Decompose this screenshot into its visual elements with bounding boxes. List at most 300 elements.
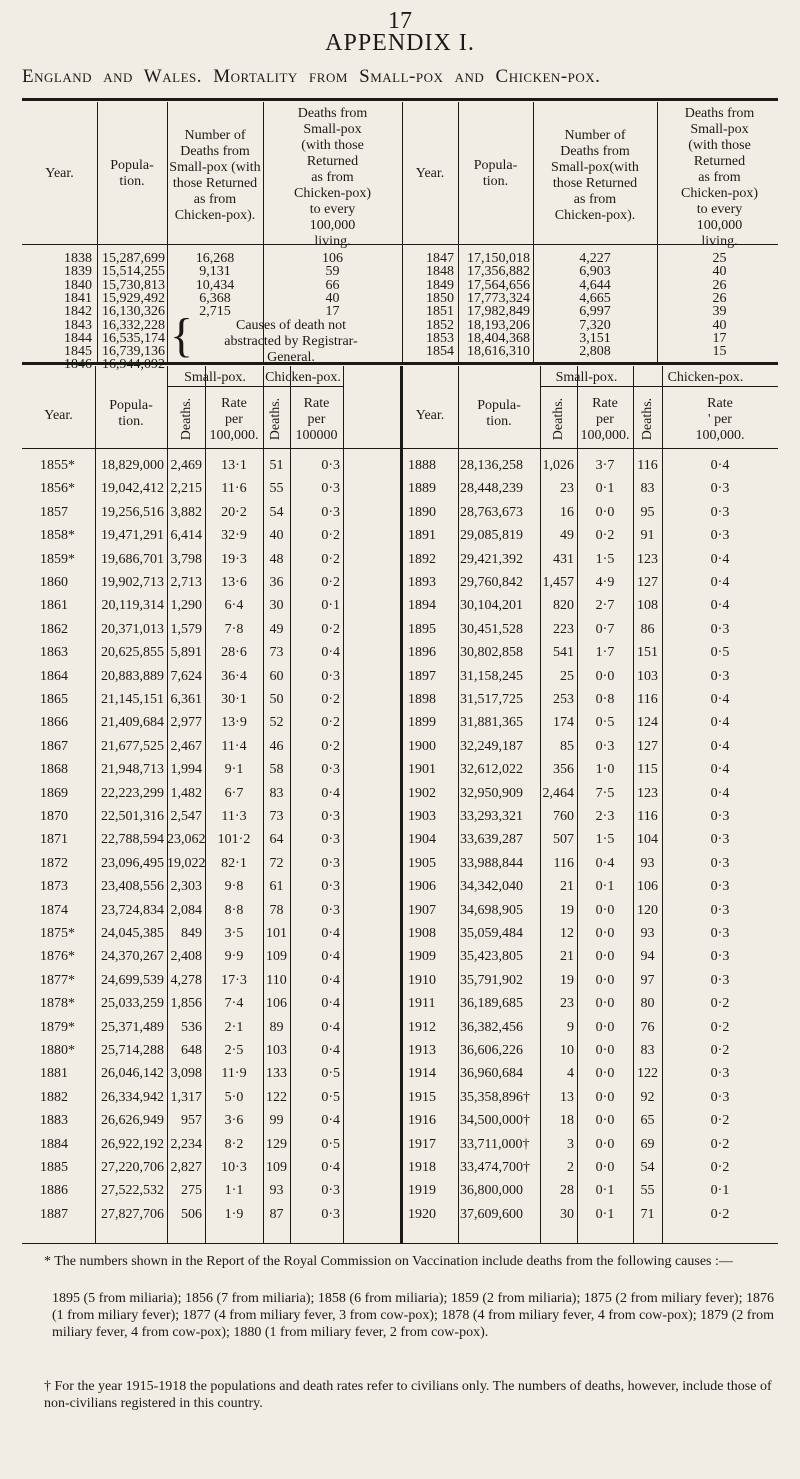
table2-row-year-right: 1891: [408, 528, 436, 544]
table1-row-population: 16,944,092: [102, 357, 165, 373]
table2-row-year: 1855*: [40, 458, 75, 473]
table2-row-chickenpox-rate-right: 0·3: [710, 528, 730, 544]
table1-row-year: 1846: [64, 357, 92, 373]
table2-row-smallpox-deaths: 6,414: [170, 528, 202, 544]
table2-row-chickenpox-rate: 0·2: [321, 692, 340, 707]
table2-row-year: 1881: [40, 1066, 68, 1082]
table2-row-chickenpox-deaths: 50: [269, 692, 284, 707]
table2-row-smallpox-deaths: 2,713: [170, 575, 202, 590]
table2-row-smallpox-rate: 11·6: [221, 481, 247, 497]
table2-row-chickenpox-deaths-right: 55: [640, 1183, 655, 1199]
table2-row-population: 26,334,942: [101, 1089, 164, 1105]
table2-header-rate-chicken-right: ' per: [708, 412, 732, 427]
table2-row-smallpox-rate-right: 3·7: [595, 458, 615, 473]
table2-row-smallpox-rate-right: 0·0: [595, 972, 615, 988]
table1-header-rate: 100,000: [309, 218, 356, 233]
table2-row-smallpox-rate-right: 4·9: [595, 575, 615, 590]
table2-header-deaths: Deaths.: [179, 397, 194, 441]
table2-header-rate: 100,000.: [209, 428, 259, 443]
table2-row-population-right: 32,249,187: [460, 738, 523, 754]
table1-header-rate: Returned: [306, 154, 359, 169]
table1-row-population-right: 18,193,206: [467, 317, 530, 333]
table2-row-chickenpox-deaths-right: 86: [640, 621, 655, 637]
table2-row-population: 27,827,706: [101, 1206, 164, 1222]
table2-row-year: 1886: [40, 1183, 68, 1199]
table2-row-smallpox-deaths: 7,624: [170, 668, 202, 684]
table2-column-divider: [343, 366, 344, 1243]
table2-row-smallpox-rate-right: 1·7: [595, 645, 615, 661]
table2-row-population-right: 30,104,201: [460, 598, 523, 614]
table2-row-smallpox-rate-right: 0·0: [595, 926, 615, 941]
table2-row-year-right: 1897: [408, 668, 436, 684]
table2-header-chickenpox-right: Chicken-pox.: [667, 370, 744, 385]
table2-row-chickenpox-deaths-right: 151: [637, 645, 658, 661]
table2-row-chickenpox-rate: 0·5: [321, 1136, 340, 1152]
table2-row-smallpox-rate-right: 0·5: [595, 715, 615, 731]
table1-header-deaths: Deaths from: [180, 144, 250, 159]
table2-row-year: 1857: [40, 504, 68, 520]
table1-row-deaths-right: 2,808: [579, 344, 611, 360]
table2-row-smallpox-deaths-right: 507: [553, 832, 574, 848]
table2-row-chickenpox-deaths: 110: [266, 972, 287, 988]
page-title: England and Wales. Mortality from Small-pox and Chicken-pox.: [22, 66, 601, 87]
table2-row-population: 26,046,142: [101, 1066, 164, 1082]
table2-row-smallpox-rate: 17·3: [221, 972, 247, 988]
table2-row-chickenpox-rate-right: 0·3: [710, 832, 730, 848]
table2-row-population: 21,677,525: [101, 738, 164, 754]
table2-column-divider: [263, 366, 264, 1243]
table2-row-smallpox-deaths: 1,579: [170, 621, 202, 637]
table2-row-smallpox-rate: 9·8: [224, 879, 244, 895]
table2-row-smallpox-rate-right: 7·5: [595, 785, 615, 801]
table1-header-rate-right: Chicken-pox): [681, 186, 758, 201]
table2-row-chickenpox-deaths-right: 106: [637, 879, 658, 895]
table2-row-year: 1867: [40, 738, 68, 754]
table2-row-population-right: 36,382,456: [460, 1019, 523, 1035]
table2-row-smallpox-rate-right: 0·0: [595, 902, 615, 918]
table2-header-rate-chicken: Rate: [303, 396, 330, 411]
table2-header-chickenpox: Chicken-pox.: [265, 370, 341, 385]
table2-row-chickenpox-rate: 0·3: [321, 1206, 340, 1222]
table2-row-chickenpox-rate: 0·4: [321, 1043, 340, 1058]
table2-row-chickenpox-rate: 0·2: [321, 551, 340, 567]
table2-row-chickenpox-rate-right: 0·2: [710, 1019, 730, 1035]
table2-row-smallpox-rate-right: 0·0: [595, 504, 615, 520]
table2-row-population-right: 28,136,258: [460, 458, 523, 473]
table2-row-chickenpox-rate-right: 0·3: [710, 504, 730, 520]
table2-row-smallpox-deaths-right: 223: [553, 621, 574, 637]
table2-row-chickenpox-rate: 0·2: [321, 738, 340, 754]
table2-row-smallpox-rate-right: 0·0: [595, 1089, 615, 1105]
table2-row-smallpox-deaths: 3,882: [170, 504, 202, 520]
table2-row-chickenpox-deaths-right: 93: [640, 926, 655, 941]
table2-row-population-right: 33,293,321: [460, 809, 523, 824]
table2-row-population-right: 34,698,905: [460, 902, 523, 918]
table2-row-year-right: 1900: [408, 738, 436, 754]
table2-row-smallpox-rate: 11·9: [221, 1066, 247, 1082]
table1-row-population-right: 18,404,368: [467, 330, 530, 346]
top-rule: [22, 98, 778, 101]
table2-row-chickenpox-rate-right: 0·2: [710, 1113, 730, 1129]
table2-header-rate-right: per: [596, 412, 614, 427]
table2-row-chickenpox-deaths: 83: [269, 785, 284, 801]
table2-row-population-right: 31,158,245: [460, 668, 523, 684]
table1-row-year: 1840: [64, 277, 92, 293]
table2-row-smallpox-deaths: 536: [181, 1019, 202, 1035]
table2-header-rate-chicken-right: 100,000.: [695, 428, 745, 443]
table1-row-rate-right: 39: [712, 304, 727, 320]
table2-row-chickenpox-rate-right: 0·3: [710, 621, 730, 637]
table2-row-population: 25,714,288: [101, 1043, 164, 1058]
table2-row-smallpox-deaths-right: 541: [553, 645, 574, 661]
table1-row-year-right: 1850: [426, 290, 454, 306]
table2-header-rate: Rate: [221, 396, 247, 411]
table1-header-rate-right: as from: [698, 170, 741, 185]
table2-row-smallpox-deaths-right: 49: [560, 528, 574, 544]
table2-row-chickenpox-rate-right: 0·4: [710, 692, 730, 707]
table1-header-population-right: tion.: [482, 174, 509, 189]
table2-row-chickenpox-rate-right: 0·4: [710, 785, 730, 801]
table2-row-chickenpox-rate-right: 0·4: [710, 598, 730, 614]
table1-row-population-right: 18,616,310: [467, 344, 530, 360]
table1-header-rate: Deaths from: [297, 106, 368, 121]
table2-row-chickenpox-deaths: 89: [269, 1019, 284, 1035]
table1-row-rate-right: 15: [712, 344, 727, 360]
table2-row-smallpox-rate: 19·3: [221, 551, 247, 567]
table2-row-smallpox-rate: 82·1: [221, 855, 247, 871]
table2-row-chickenpox-deaths-right: 65: [640, 1113, 655, 1129]
table2-row-smallpox-rate: 8·2: [224, 1136, 244, 1152]
table1-header-year-right: Year.: [415, 166, 445, 181]
table2-row-year-right: 1902: [408, 785, 436, 801]
table2-header-smallpox-right: Small-pox.: [555, 370, 618, 385]
table2-row-population: 24,370,267: [101, 949, 164, 965]
table1-header-population-right: Popula-: [473, 158, 518, 173]
table2-row-year-right: 1896: [408, 645, 436, 661]
table2-row-chickenpox-rate-right: 0·3: [710, 972, 730, 988]
table2-row-chickenpox-deaths: 109: [266, 949, 287, 965]
table2-row-population: 21,948,713: [101, 762, 164, 778]
table2-row-smallpox-rate: 20·2: [221, 504, 247, 520]
table2-row-smallpox-deaths: 3,798: [170, 551, 202, 567]
table1-header-deaths: those Returned: [172, 176, 258, 191]
table2-row-year: 1868: [40, 762, 68, 778]
table2-row-year: 1873: [40, 879, 68, 895]
table2-row-chickenpox-rate: 0·2: [321, 621, 340, 637]
table1-header-deaths: as from: [193, 192, 237, 207]
table2-row-smallpox-rate-right: 1·0: [595, 762, 615, 778]
table2-row-year: 1884: [40, 1136, 68, 1152]
table2-row-chickenpox-deaths: 30: [269, 598, 284, 614]
table2-row-year: 1866: [40, 715, 68, 731]
table2-row-smallpox-deaths: 2,547: [170, 809, 202, 824]
table2-row-chickenpox-rate-right: 0·5: [710, 645, 730, 661]
table2-row-smallpox-rate-right: 0·0: [595, 996, 615, 1012]
table1-row-deaths-right: 4,644: [579, 277, 611, 293]
table2-row-year: 1871: [40, 832, 68, 848]
table2-row-year: 1872: [40, 855, 68, 871]
table2-column-divider: [662, 366, 663, 1243]
table2-header-rate-chicken: per: [307, 412, 326, 427]
table1-header-rate: to every: [309, 202, 356, 217]
table2-row-population-right: 28,763,673: [460, 504, 523, 520]
table2-row-smallpox-deaths: 2,977: [170, 715, 202, 731]
table1-row-year-right: 1848: [426, 264, 454, 280]
table2-row-year-right: 1915: [408, 1089, 436, 1105]
table2-row-chickenpox-rate-right: 0·3: [710, 902, 730, 918]
table2-row-year: 1861: [40, 598, 68, 614]
table2-row-chickenpox-deaths: 73: [269, 809, 284, 824]
table2-row-chickenpox-rate: 0·3: [321, 879, 340, 895]
table1-header-deaths: Small-pox (with: [169, 160, 261, 175]
table2-column-divider: [95, 366, 96, 1243]
table2-row-chickenpox-deaths-right: 123: [637, 785, 658, 801]
table1-header-rate: (with those: [301, 138, 364, 153]
table2-row-smallpox-deaths: 2,303: [170, 879, 202, 895]
table2-row-smallpox-deaths: 2,215: [170, 481, 202, 497]
table2-row-year-right: 1910: [408, 972, 436, 988]
table2-row-chickenpox-rate-right: 0·3: [710, 1066, 730, 1082]
table2-row-chickenpox-rate: 0·4: [321, 645, 340, 661]
table1-row-rate-right: 26: [712, 290, 727, 306]
table2-row-smallpox-deaths-right: 23: [560, 996, 574, 1012]
table2-row-smallpox-rate-right: 0·0: [595, 1066, 615, 1082]
table1-row-deaths: 10,434: [195, 277, 235, 293]
table2-row-chickenpox-deaths: 60: [269, 668, 284, 684]
table2-row-year: 1876*: [40, 949, 75, 965]
table2-row-population-right: 32,612,022: [460, 762, 523, 778]
causes-note-line: Causes of death not: [235, 318, 347, 333]
table2-row-year-right: 1908: [408, 926, 436, 941]
table2-row-population: 21,409,684: [101, 715, 164, 731]
table2-row-chickenpox-deaths: 101: [266, 926, 287, 941]
table2-row-chickenpox-rate: 0·3: [321, 668, 340, 684]
table2-row-smallpox-rate-right: 0·0: [595, 668, 615, 684]
table2-row-smallpox-rate: 3·6: [224, 1113, 244, 1129]
table2-row-smallpox-rate: 6·4: [224, 598, 244, 614]
table1-row-rate: 40: [325, 290, 340, 306]
table2-row-population: 20,883,889: [101, 668, 164, 684]
table2-row-population-right: 30,451,528: [460, 621, 523, 637]
table2-header-rate-right: Rate: [592, 396, 618, 411]
table1-row-year: 1839: [64, 264, 92, 280]
table2-row-year: 1883: [40, 1113, 68, 1129]
table2-row-population-right: 31,881,365: [460, 715, 523, 731]
table1-row-deaths-right: 4,665: [579, 290, 611, 306]
table2-row-year-right: 1894: [408, 598, 436, 614]
table2-row-smallpox-deaths-right: 19: [560, 972, 574, 988]
table1-header-deaths-right: Number of: [564, 128, 626, 143]
table2-row-chickenpox-deaths: 87: [269, 1206, 284, 1222]
table2-group-rule-right: [540, 386, 778, 387]
table2-row-chickenpox-rate-right: 0·4: [710, 458, 730, 473]
table1-row-deaths-right: 6,997: [579, 304, 611, 320]
table2-row-smallpox-rate-right: 0·0: [595, 1160, 615, 1175]
table2-row-chickenpox-rate-right: 0·3: [710, 926, 730, 941]
table2-column-divider: [167, 366, 168, 1243]
table2-row-smallpox-rate-right: 0·1: [595, 1183, 615, 1199]
table2-row-year-right: 1898: [408, 692, 436, 707]
table2-row-chickenpox-rate-right: 0·2: [710, 1136, 730, 1152]
table2-row-population-right: 33,639,287: [460, 832, 523, 848]
table2-row-chickenpox-deaths: 58: [269, 762, 284, 778]
table2-row-chickenpox-rate: 0·4: [321, 1113, 340, 1129]
table2-row-chickenpox-deaths: 49: [269, 621, 284, 637]
table2-row-smallpox-rate: 32·9: [221, 528, 247, 544]
table1-row-year: 1838: [64, 251, 92, 266]
table1-column-divider: [402, 102, 403, 362]
table2-row-year-right: 1888: [408, 458, 436, 473]
table2-row-year-right: 1918: [408, 1160, 436, 1175]
table2-row-year-right: 1901: [408, 762, 436, 778]
table2-row-year-right: 1895: [408, 621, 436, 637]
table2-row-chickenpox-deaths-right: 83: [640, 481, 655, 497]
table2-row-chickenpox-rate: 0·4: [321, 996, 340, 1012]
table2-row-smallpox-rate: 13·1: [221, 458, 247, 473]
table2-row-smallpox-rate-right: 0·0: [595, 1113, 615, 1129]
table2-row-population: 24,699,539: [101, 972, 164, 988]
table1-row-year-right: 1852: [426, 317, 454, 333]
table2-row-population: 18,829,000: [101, 458, 164, 473]
table2-row-chickenpox-deaths: 106: [266, 996, 287, 1012]
table2-column-divider: [633, 366, 634, 1243]
table2-row-population-right: 35,791,902: [460, 972, 523, 988]
footnote-star-detail: 1895 (5 from miliaria); 1856 (7 from miliaria); 1858 (6 from miliaria); 1859 (2 from miliaria); 1875 (2 from miliary fever); 1876 (1 from miliary fever); 1877 (4 from miliary fever, 3 from cow-pox); 1878 (4 from miliary fever, 4 from cow-pox); 1879 (2 from miliary fever, 4 from cow-pox); 1880 (1 from miliary fever, 2 from cow-pox).: [52, 1291, 774, 1340]
table2-header-deaths-chicken-right: Deaths.: [640, 397, 655, 441]
table2-row-year-right: 1890: [408, 504, 436, 520]
table2-row-chickenpox-rate: 0·3: [321, 504, 340, 520]
table2-row-smallpox-rate-right: 0·8: [595, 692, 615, 707]
table2-row-smallpox-rate: 8·8: [224, 902, 244, 918]
table2-row-smallpox-rate: 28·6: [221, 645, 247, 661]
table2-row-year-right: 1912: [408, 1019, 436, 1035]
table2-row-population-right: 34,342,040: [460, 879, 523, 895]
table2-row-chickenpox-deaths-right: 123: [637, 551, 658, 567]
table2-row-chickenpox-rate-right: 0·2: [710, 1043, 730, 1058]
table2-row-smallpox-deaths: 2,234: [170, 1136, 202, 1152]
table2-row-smallpox-rate-right: 0·2: [595, 528, 615, 544]
table2-row-chickenpox-deaths: 133: [266, 1066, 287, 1082]
table2-row-smallpox-rate: 3·5: [224, 926, 244, 941]
table2-row-smallpox-deaths-right: 2: [567, 1160, 574, 1175]
table1-row-population-right: 17,150,018: [467, 251, 530, 266]
table1-header-deaths-right: Deaths from: [560, 144, 630, 159]
table2-row-population-right: 33,988,844: [460, 855, 523, 871]
table1-row-year: 1842: [64, 304, 92, 320]
table2-row-smallpox-deaths-right: 12: [560, 926, 574, 941]
table1-row-rate: 59: [325, 264, 340, 280]
table2-row-chickenpox-rate-right: 0·4: [710, 575, 730, 590]
footnote-dagger: † For the year 1915-1918 the populations and death rates refer to civilians only. The numbers of deaths, however, include those of non-civilians registered in this country.: [44, 1379, 772, 1411]
table2-row-population-right: 32,950,909: [460, 785, 523, 801]
table2-header-rate-chicken-right: Rate: [707, 396, 733, 411]
table2-column-divider: [577, 366, 578, 1243]
table2-row-chickenpox-deaths: 99: [269, 1113, 284, 1129]
table2-row-smallpox-rate: 11·3: [221, 809, 247, 824]
table2-half-divider: [400, 366, 403, 1243]
table2-row-smallpox-deaths: 1,290: [170, 598, 202, 614]
table2-row-smallpox-rate: 7·4: [224, 996, 244, 1012]
table2-row-chickenpox-rate: 0·4: [321, 1019, 340, 1035]
table2-row-population-right: 35,059,484: [460, 926, 523, 941]
table2-row-chickenpox-deaths: 52: [269, 715, 284, 731]
table2-row-year: 1879*: [40, 1019, 75, 1035]
table1-row-rate-right: 40: [712, 317, 727, 333]
table2-row-chickenpox-rate: 0·4: [321, 1160, 340, 1175]
table1-row-year: 1841: [64, 290, 92, 306]
table2-row-smallpox-deaths: 849: [181, 926, 202, 941]
table2-row-chickenpox-deaths-right: 103: [637, 668, 658, 684]
table2-row-smallpox-deaths: 2,467: [170, 738, 202, 754]
table2-row-smallpox-rate: 36·4: [221, 668, 247, 684]
causes-note-line: abstracted by Registrar-: [224, 334, 358, 349]
table1-header-deaths-right: Chicken-pox).: [554, 208, 636, 223]
table2-row-chickenpox-deaths-right: 115: [637, 762, 658, 778]
table2-row-year-right: 1913: [408, 1043, 436, 1058]
table2-row-smallpox-deaths-right: 19: [560, 902, 574, 918]
page-number: 17: [388, 8, 412, 34]
table2-row-year: 1864: [40, 668, 68, 684]
table2-row-chickenpox-deaths: 72: [269, 855, 284, 871]
table2-row-population: 20,119,314: [101, 598, 164, 614]
table1-header-rate-right: Returned: [693, 154, 746, 169]
footnote-star: * The numbers shown in the Report of the Royal Commission on Vaccination include deaths from the following causes :—: [44, 1254, 733, 1269]
table2-row-chickenpox-rate-right: 0·3: [710, 949, 730, 965]
table1-column-divider: [97, 102, 98, 362]
table2-row-smallpox-deaths-right: 13: [560, 1089, 574, 1105]
table1-row-deaths: 9,131: [199, 264, 231, 280]
table2-row-year-right: 1917: [408, 1136, 436, 1152]
table2-row-year-right: 1914: [408, 1066, 436, 1082]
table2-row-year-right: 1889: [408, 481, 436, 497]
table2-row-year: 1858*: [40, 528, 75, 544]
table2-column-divider: [458, 366, 459, 1243]
table2-row-smallpox-deaths-right: 21: [560, 879, 574, 895]
table1-row-deaths-right: 4,227: [579, 251, 611, 266]
table2-row-population: 26,626,949: [101, 1113, 164, 1129]
table1-row-population: 16,739,136: [102, 344, 165, 360]
table2-row-smallpox-rate-right: 0·7: [595, 621, 615, 637]
table2-row-smallpox-rate: 13·9: [221, 715, 247, 731]
table2-row-smallpox-deaths-right: 174: [553, 715, 574, 731]
table2-row-chickenpox-deaths-right: 92: [640, 1089, 655, 1105]
table1-row-deaths: 6,368: [199, 290, 231, 306]
table2-row-smallpox-deaths-right: 253: [553, 692, 574, 707]
table2-row-chickenpox-deaths-right: 116: [637, 458, 658, 473]
table1-row-population: 15,287,699: [102, 251, 165, 266]
table2-row-smallpox-deaths-right: 2,464: [542, 785, 574, 801]
table2-row-chickenpox-rate: 0·2: [321, 528, 340, 544]
table2-row-chickenpox-rate: 0·4: [321, 926, 340, 941]
table2-header-population-right: tion.: [486, 414, 512, 429]
table2-row-smallpox-deaths-right: 10: [560, 1043, 574, 1058]
table2-row-smallpox-rate-right: 0·0: [595, 1136, 615, 1152]
table2-row-smallpox-rate-right: 0·1: [595, 1206, 615, 1222]
table2-row-chickenpox-deaths-right: 116: [637, 692, 658, 707]
table2-row-smallpox-rate: 9·1: [224, 762, 244, 778]
table1-row-population: 15,730,813: [102, 277, 165, 293]
table2-row-chickenpox-rate-right: 0·3: [710, 1089, 730, 1105]
table2-bottom-rule: [22, 1243, 778, 1244]
table2-row-year: 1878*: [40, 996, 75, 1012]
table2-row-population: 19,256,516: [101, 504, 164, 520]
table2-row-chickenpox-deaths-right: 116: [637, 809, 658, 824]
table2-row-smallpox-deaths: 1,856: [170, 996, 202, 1012]
table2-header-rate-chicken: 100000: [295, 428, 338, 443]
table1-row-deaths-right: 7,320: [579, 317, 611, 333]
table2-row-chickenpox-deaths-right: 97: [640, 972, 655, 988]
table2-row-chickenpox-rate: 0·3: [321, 855, 340, 871]
